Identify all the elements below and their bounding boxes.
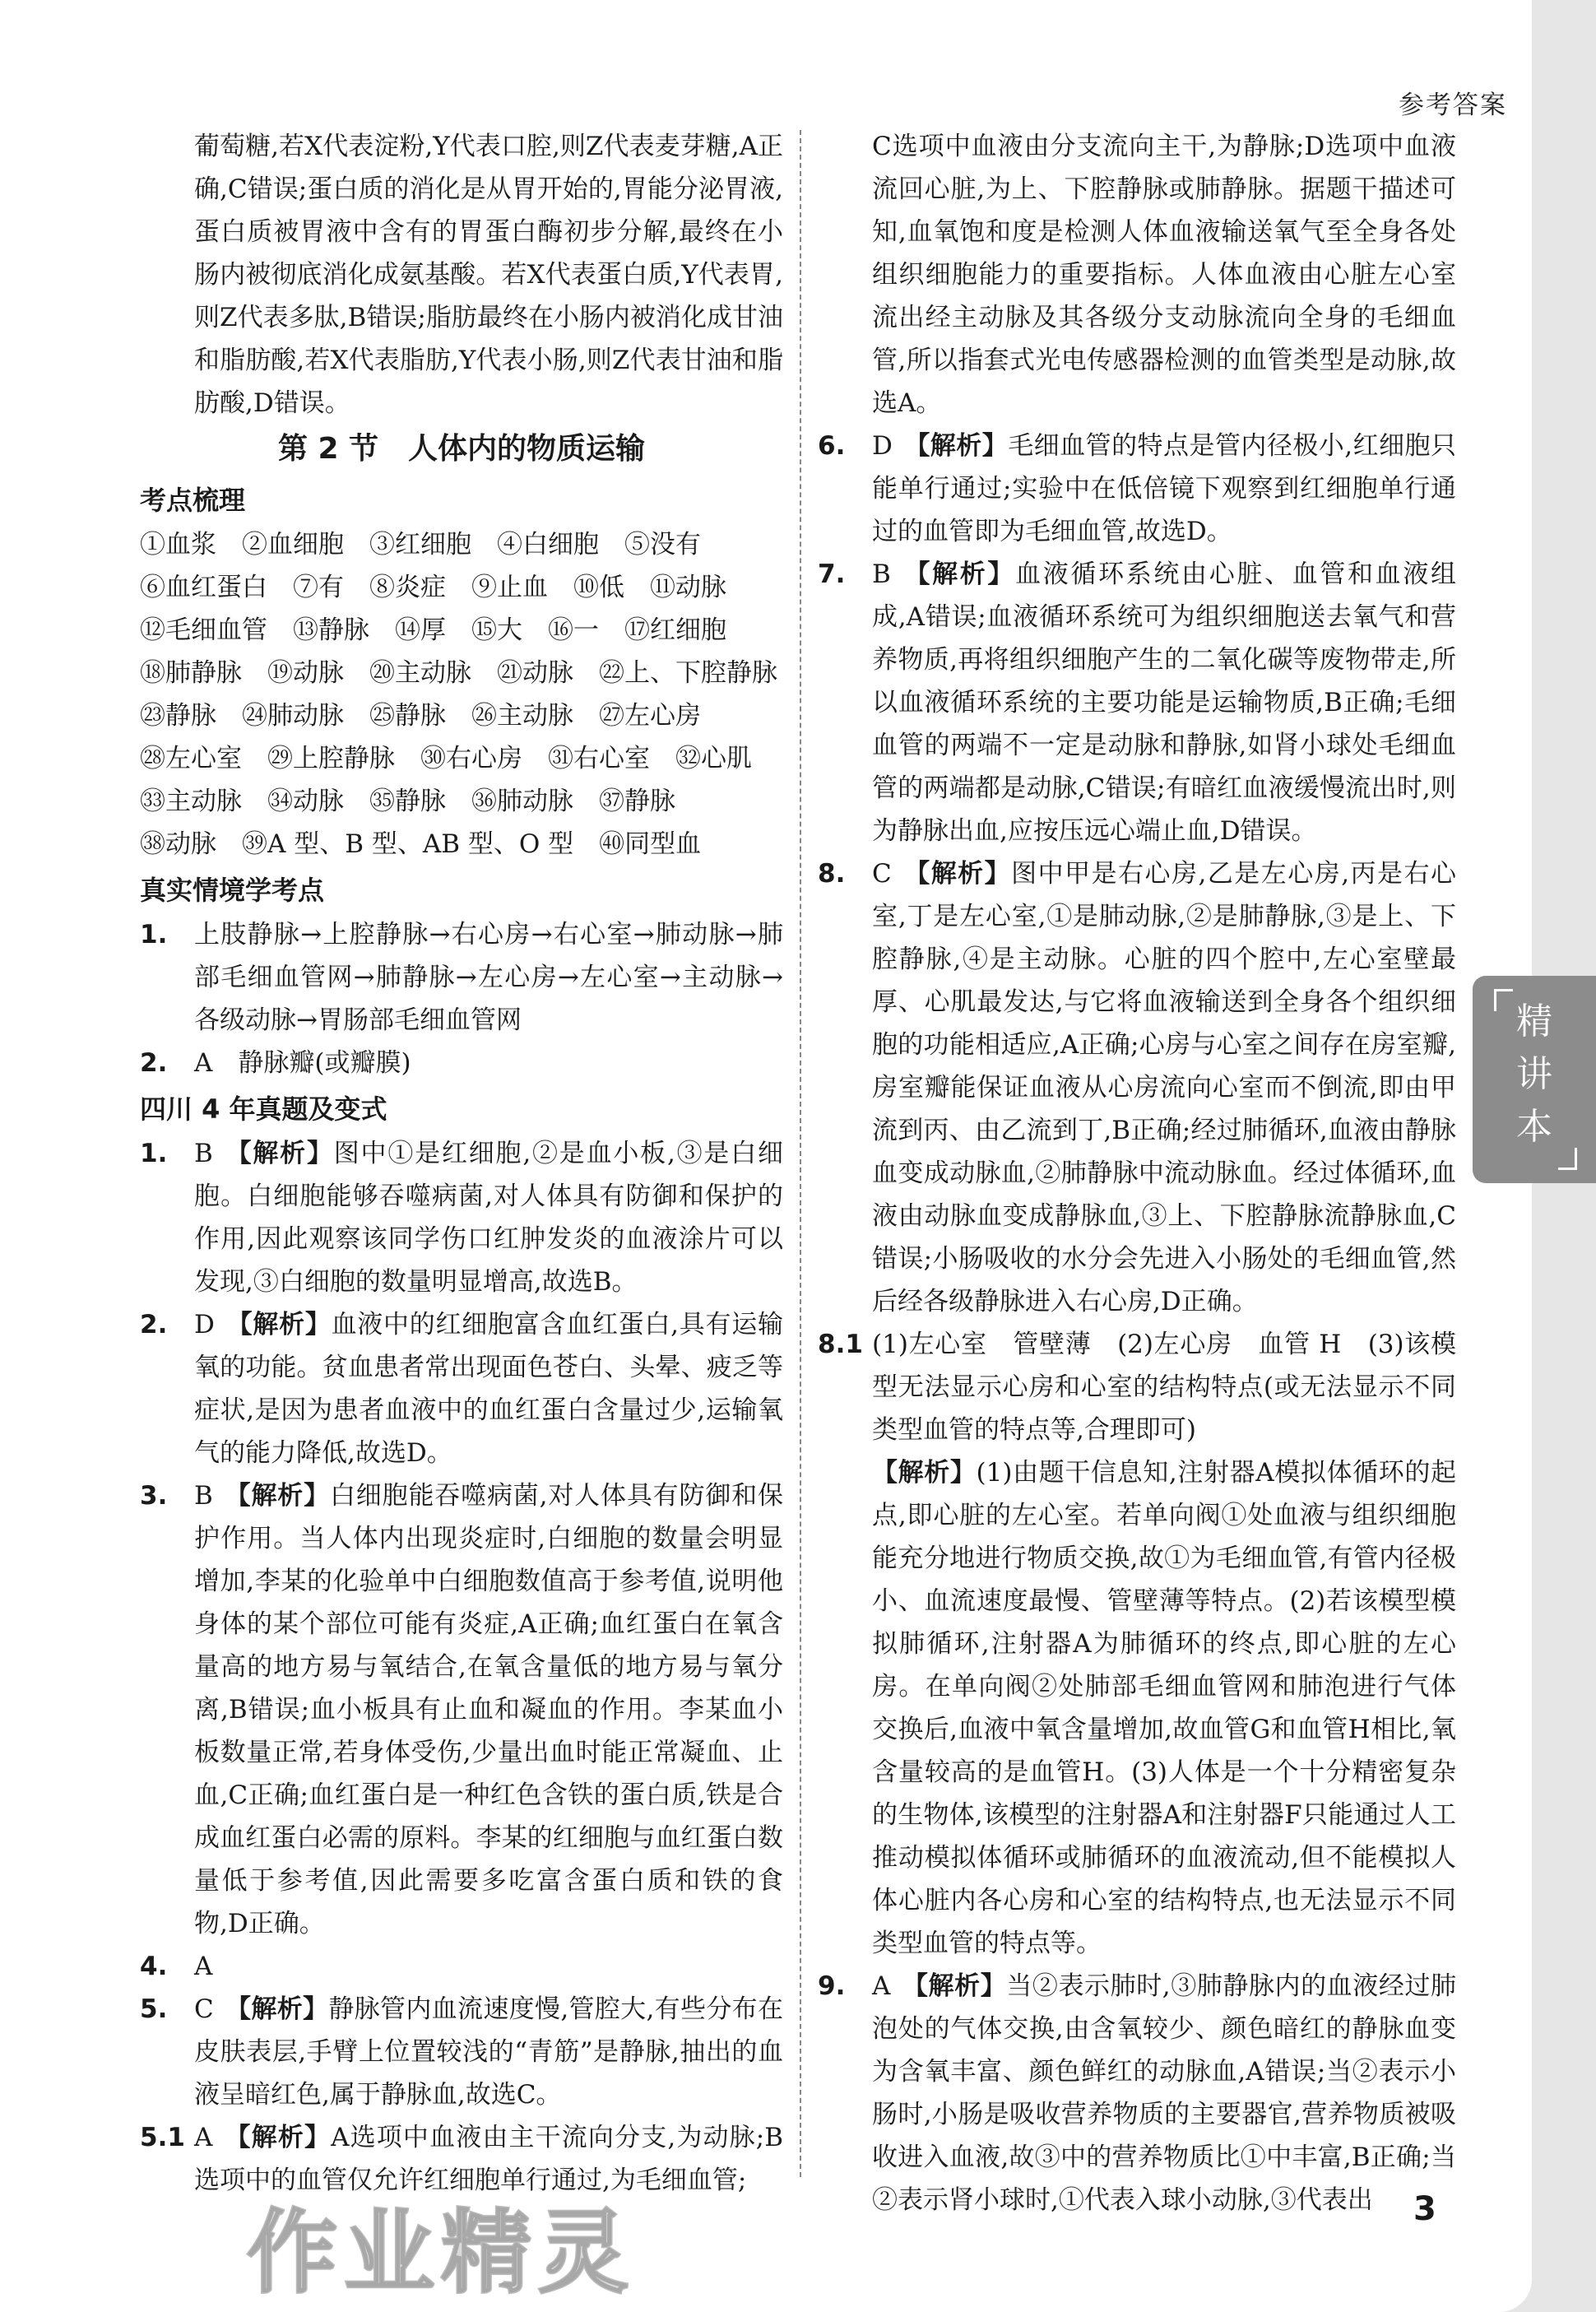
answer-item-9 bbox=[818, 1965, 1456, 2221]
zhenshi-item-2 bbox=[140, 1042, 783, 1084]
analysis-tag: 【解析】 bbox=[902, 859, 1012, 889]
answer-item-8 bbox=[818, 852, 1456, 1323]
section-title: 第 2 节 人体内的物质运输 bbox=[277, 432, 646, 466]
kaodian-line: ㉝主动脉 ㉞动脉 ㉟静脉 ㊱肺动脉 ㊲静脉 bbox=[140, 787, 675, 816]
analysis-text: 血液中的红细胞富含血红蛋白,具有运输氧的功能。贫血患者常出现面色苍白、头晕、疲乏等症状,是因为患者血液中的血红蛋白含量过少,运输氧气的能力降低,故选D。 bbox=[194, 1310, 783, 1468]
answer-text: (1)左心室 管壁薄 (2)左心房 血管 H (3)该模型无法显示心房和心室的结构特点(或无法显示不同类型血管的特点等,合理即可) bbox=[872, 1330, 1456, 1445]
column-divider bbox=[800, 130, 801, 2177]
kaodian-line: ㉓静脉 ㉔肺动脉 ㉕静脉 ㉖主动脉 ㉗左心房 bbox=[140, 701, 701, 731]
analysis-text: 图中甲是右心房,乙是左心房,丙是右心室,丁是左心室,①是肺动脉,②是肺静脉,③是上、下腔静脉,④是主动脉。心脏的四个腔中,左心室壁最厚、心肌最发达,与它将血液输送到全身各个组织细胞的功能相适应,A正确;心房与心室之间存在房室瓣,房室瓣能保证血液从心房流向心室而不倒流,即由甲流到丙、由乙流到丁,B正确;经过肺循环,血液由静脉血变成动脉血,②肺静脉中流动脉血。经过体循环,血液由动脉血变成静脉血,③上、下腔静脉流静脉血,C错误;小肠吸收的水分会先进入小肠处的毛细血管,然后经各级静脉进入右心房,D正确。 bbox=[872, 859, 1456, 1316]
analysis-text: 静脉管内血流速度慢,管腔大,有些分布在皮肤表层,手臂上位置较浅的“青筋”是静脉,抽出的血液呈暗红色,属于静脉血,故选C。 bbox=[194, 1994, 783, 2110]
kaodian-line: ㉘左心室 ㉙上腔静脉 ㉚右心房 ㉛右心室 ㉜心肌 bbox=[140, 744, 752, 773]
item-number: 1. bbox=[140, 1139, 168, 1168]
kaodian-line: ⑫毛细血管 ⑬静脉 ⑭厚 ⑮大 ⑯一 ⑰红细胞 bbox=[140, 615, 726, 645]
item-text: 上肢静脉→上腔静脉→右心房→右心室→肺动脉→肺部毛细血管网→肺静脉→左心房→左心室→主动脉→各级动脉→胃肠部毛细血管网 bbox=[194, 920, 783, 1035]
answer-letter: C bbox=[194, 1994, 214, 2024]
side-tab-label: 精讲本 bbox=[1516, 1000, 1552, 1148]
analysis-tag: 【解析】 bbox=[872, 1458, 977, 1488]
answer-item-8-1 bbox=[818, 1323, 1456, 1965]
left-intro-paragraph: 葡萄糖,若X代表淀粉,Y代表口腔,则Z代表麦芽糖,A正确,C错误;蛋白质的消化是从胃开始的,胃能分泌胃液,蛋白质被胃液中含有的胃蛋白酶初步分解,最终在小肠内被彻底消化成氨基酸。若X代表蛋白质,Y代表胃,则Z代表多肽,B错误;脂肪最终在小肠内被消化成甘油和脂肪酸,若X代表脂肪,Y代表小肠,则Z代表甘油和脂肪酸,D错误。 bbox=[194, 132, 783, 418]
item-number: 8.1 bbox=[818, 1330, 863, 1359]
answer-letter: A bbox=[872, 1971, 891, 2001]
header-label: 参考答案 bbox=[1399, 91, 1507, 120]
answer-letter: A bbox=[194, 2123, 213, 2152]
answer-letter: B bbox=[872, 559, 891, 589]
analysis-tag: 【解析】 bbox=[902, 559, 1016, 589]
sichuan-item-3 bbox=[140, 1474, 783, 1945]
analysis-tag: 【解析】 bbox=[224, 1481, 330, 1511]
right-column bbox=[818, 125, 1456, 2221]
sichuan-item-5 bbox=[140, 1988, 783, 2116]
watermark: 作业精灵 bbox=[247, 2200, 635, 2305]
analysis-tag: 【解析】 bbox=[225, 1994, 329, 2024]
answer-letter: C bbox=[872, 859, 892, 889]
item-number: 2. bbox=[140, 1310, 168, 1339]
analysis-text: (1)由题干信息知,注射器A模拟体循环的起点,即心脏的左心室。若单向阀①处血液与组织细胞能充分地进行物质交换,故①为毛细血管,有管内径极小、血流速度最慢、管壁薄等特点。(2)若该模型模拟肺循环,注射器A为肺循环的终点,即心脏的左心房。在单向阀②处肺部毛细血管网和肺泡进行气体交换后,血液中氧含量增加,故血管G和血管H相比,氧含量较高的是血管H。(3)人体是一个十分精密复杂的生物体,该模型的注射器A和注射器F只能通过人工推动模拟体循环或肺循环的血液流动,但不能模拟人体心脏内各心房和心室的结构特点,也无法显示不同类型血管的特点等。 bbox=[872, 1458, 1457, 1958]
item-number: 4. bbox=[140, 1952, 168, 1981]
right-intro-paragraph: C选项中血液由分支流向主干,为静脉;D选项中血液流回心脏,为上、下腔静脉或肺静脉。据题干描述可知,血氧饱和度是检测人体血液输送氧气至全身各处组织细胞能力的重要指标。人体血液由心脏左心室流出经主动脉及其各级分支动脉流向全身的毛细血管,所以指套式光电传感器检测的血管类型是动脉,故选A。 bbox=[872, 132, 1456, 418]
analysis-text: A选项中血液由主干流向分支,为动脉;B选项中的血管仅允许红细胞单行通过,为毛细血管; bbox=[194, 2123, 784, 2195]
analysis-text: 当②表示肺时,③肺静脉内的血液经过肺泡处的气体交换,由含氧较少、颜色暗红的静脉血变为含氧丰富、颜色鲜红的动脉血,A错误;当②表示小肠时,小肠是吸收营养物质的主要器官,营养物质被吸收进入血液,故③中的营养物质比①中丰富,B正确;当②表示肾小球时,①代表入球小动脉,③代表出 bbox=[872, 1971, 1457, 2215]
item-number: 8. bbox=[818, 859, 846, 889]
answer-letter: A bbox=[194, 1952, 213, 1981]
answer-item-7 bbox=[818, 553, 1456, 852]
item-number: 7. bbox=[818, 559, 846, 589]
answer-letter: B bbox=[194, 1139, 213, 1168]
kaodian-heading: 考点梳理 bbox=[140, 485, 246, 516]
side-tab-jingjiangben[interactable] bbox=[1473, 976, 1596, 1183]
analysis-tag: 【解析】 bbox=[224, 2123, 332, 2152]
kaodian-line: ㊳动脉 ㊴A 型、B 型、AB 型、O 型 ㊵同型血 bbox=[140, 829, 702, 859]
answer-letter: B bbox=[194, 1481, 213, 1511]
page-number: 3 bbox=[1413, 2190, 1436, 2228]
item-number: 1. bbox=[140, 920, 168, 949]
sichuan-item-4 bbox=[140, 1945, 783, 1988]
sichuan-item-1 bbox=[140, 1132, 783, 1303]
kaodian-line: ①血浆 ②血细胞 ③红细胞 ④白细胞 ⑤没有 bbox=[140, 530, 701, 559]
item-text: A 静脉瓣(或瓣膜) bbox=[194, 1048, 411, 1078]
analysis-text: 白细胞能吞噬病菌,对人体具有防御和保护作用。当人体内出现炎症时,白细胞的数量会明显增加,李某的化验单中白细胞数值高于参考值,说明他身体的某个部位可能有炎症,A正确;血红蛋白在氧含量高的地方易与氧结合,在氧含量低的地方易与氧分离,B错误;血小板具有止血和凝血的作用。李某血小板数量正常,若身体受伤,少量出血时能正常凝血、止血,C正确;血红蛋白是一种红色含铁的蛋白质,铁是合成血红蛋白必需的原料。李某的红细胞与血红蛋白数量低于参考值,因此需要多吃富含蛋白质和铁的食物,D正确。 bbox=[194, 1481, 784, 1938]
item-number: 9. bbox=[818, 1971, 846, 2001]
tab-bracket-bottom bbox=[1558, 1148, 1577, 1170]
analysis-text: 毛细血管的特点是管内径极小,红细胞只能单行通过;实验中在低倍镜下观察到红细胞单行通过的血管即为毛细血管,故选D。 bbox=[872, 431, 1456, 546]
item-number: 5.1 bbox=[140, 2123, 185, 2152]
zhenshi-item-1 bbox=[140, 913, 783, 1042]
sichuan-item-2 bbox=[140, 1303, 783, 1474]
analysis-tag: 【解析】 bbox=[225, 1310, 332, 1339]
analysis-tag: 【解析】 bbox=[902, 1971, 1007, 2001]
analysis-block bbox=[872, 1451, 1456, 1965]
item-number: 5. bbox=[140, 1994, 168, 2024]
zhenshi-heading: 真实情境学考点 bbox=[140, 875, 325, 906]
kaodian-list bbox=[140, 523, 783, 866]
kaodian-line: ⑥血红蛋白 ⑦有 ⑧炎症 ⑨止血 ⑩低 ⑪动脉 bbox=[140, 573, 726, 602]
analysis-tag: 【解析】 bbox=[903, 431, 1009, 461]
left-column bbox=[140, 125, 783, 2202]
analysis-text: 图中①是红细胞,②是血小板,③是白细胞。白细胞能够吞噬病菌,对人体具有防御和保护的作用,因此观察该同学伤口红肿发炎的血液涂片可以发现,③白细胞的数量明显增高,故选B。 bbox=[194, 1139, 783, 1297]
item-number: 2. bbox=[140, 1048, 168, 1078]
analysis-text: 血液循环系统由心脏、血管和血液组成,A错误;血液循环系统可为组织细胞送去氧气和营养物质,再将组织细胞产生的二氧化碳等废物带走,所以血液循环系统的主要功能是运输物质,B正确;毛细血管的两端不一定是动脉和静脉,如肾小球处毛细血管的两端都是动脉,C错误;有暗红血液缓慢流出时,则为静脉出血,应按压远心端止血,D错误。 bbox=[872, 559, 1457, 846]
answer-item-6 bbox=[818, 425, 1456, 553]
kaodian-line: ⑱肺静脉 ⑲动脉 ⑳主动脉 ㉑动脉 ㉒上、下腔静脉 bbox=[140, 658, 777, 688]
item-number: 6. bbox=[818, 431, 846, 461]
sichuan-heading: 四川 4 年真题及变式 bbox=[140, 1093, 387, 1125]
answer-letter: D bbox=[194, 1310, 215, 1339]
item-number: 3. bbox=[140, 1481, 168, 1511]
answer-letter: D bbox=[872, 431, 893, 461]
analysis-tag: 【解析】 bbox=[224, 1139, 334, 1168]
